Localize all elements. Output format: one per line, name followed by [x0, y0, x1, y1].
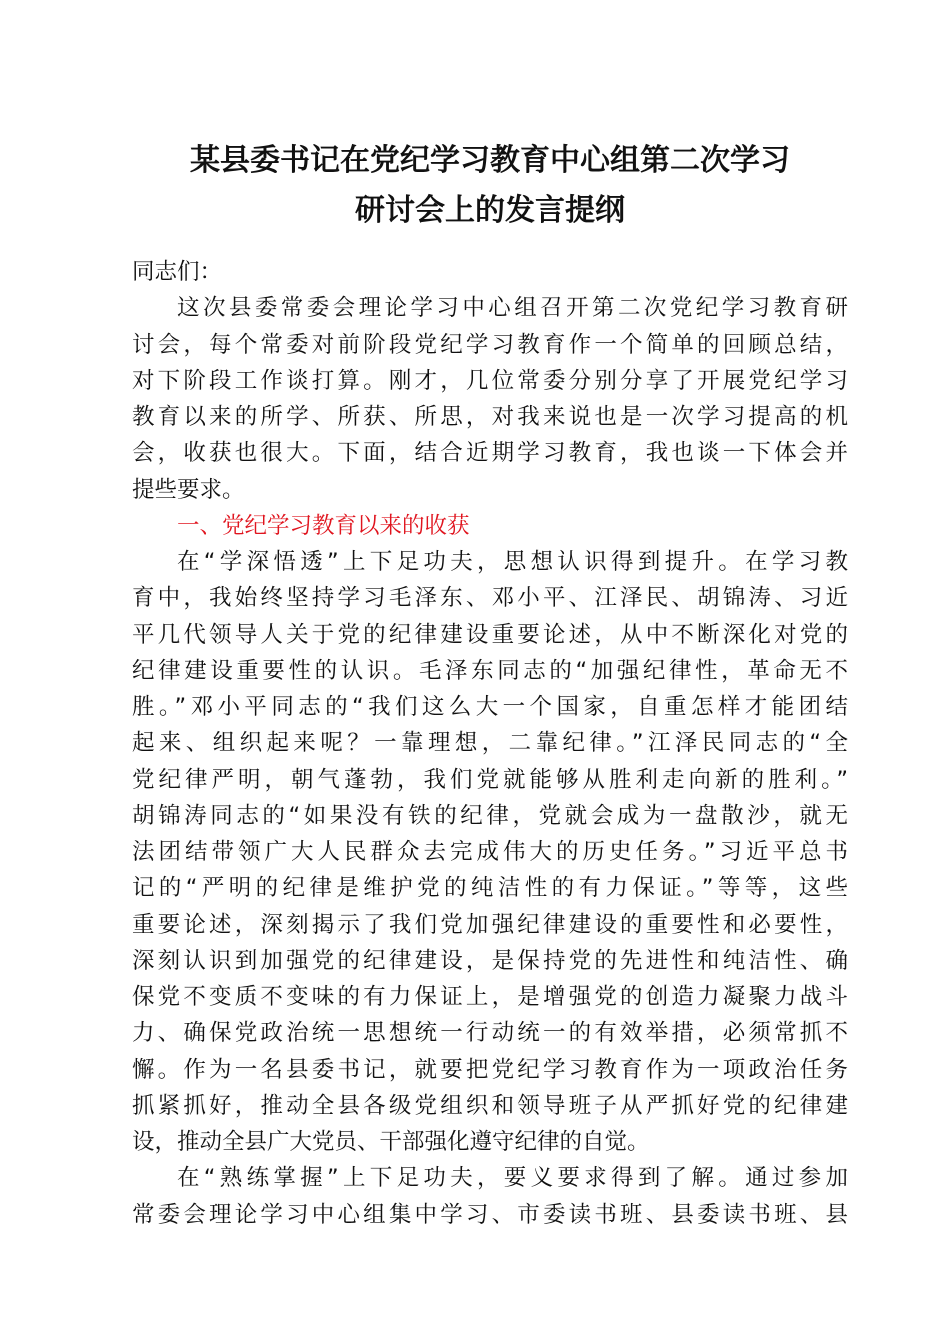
- paragraph-line: 记的“严明的纪律是维护党的纯洁性的有力保证。”等等，这些: [132, 875, 848, 902]
- paragraph-line: 育中，我始终坚持学习毛泽东、邓小平、江泽民、胡锦涛、习近: [132, 585, 848, 612]
- paragraph-line: 设，推动全县广大党员、干部强化遵守纪律的自觉。: [132, 1129, 650, 1155]
- section-heading: 一、党纪学习教育以来的收获: [177, 512, 470, 539]
- paragraph-line: 起来、组织起来呢？一靠理想，二靠纪律。”江泽民同志的“全: [132, 730, 848, 757]
- paragraph-line: 对下阶段工作谈打算。刚才，几位常委分别分享了开展党纪学习: [132, 367, 848, 394]
- paragraph-line: 懈。作为一名县委书记，就要把党纪学习教育作为一项政治任务: [132, 1056, 848, 1083]
- paragraph-line: 会，收获也很大。下面，结合近期学习教育，我也谈一下体会并: [132, 440, 848, 467]
- document-body: [132, 254, 848, 1233]
- paragraph-line: 抓紧抓好，推动全县各级党组织和领导班子从严抓好党的纪律建: [132, 1092, 848, 1119]
- title-line-1: 某县委书记在党纪学习教育中心组第二次学习: [190, 143, 790, 178]
- paragraph-line: 深刻认识到加强党的纪律建设，是保持党的先进性和纯洁性、确: [132, 947, 848, 974]
- paragraph-line: 常委会理论学习中心组集中学习、市委读书班、县委读书班、县: [132, 1201, 848, 1228]
- paragraph-line: 胡锦涛同志的“如果没有铁的纪律，党就会成为一盘散沙，就无: [132, 802, 848, 829]
- paragraph-line: 纪律建设重要性的认识。毛泽东同志的“加强纪律性，革命无不: [132, 657, 848, 684]
- paragraph-line: 法团结带领广大人民群众去完成伟大的历史任务。”习近平总书: [132, 839, 848, 865]
- paragraph-line: 讨会，每个常委对前阶段党纪学习教育作一个简单的回顾总结，: [132, 331, 848, 358]
- paragraph-line: 在“熟练掌握”上下足功夫，要义要求得到了解。通过参加: [177, 1165, 848, 1192]
- paragraph-line: 教育以来的所学、所获、所思，对我来说也是一次学习提高的机: [132, 404, 848, 430]
- paragraph-line: 党纪律严明，朝气蓬勃，我们党就能够从胜利走向新的胜利。”: [132, 766, 848, 793]
- paragraph-line: 在“学深悟透”上下足功夫，思想认识得到提升。在学习教: [177, 549, 848, 575]
- paragraph-line: 重要论述，深刻揭示了我们党加强纪律建设的重要性和必要性，: [132, 911, 848, 938]
- paragraph-line: 平几代领导人关于党的纪律建设重要论述，从中不断深化对党的: [132, 621, 848, 648]
- paragraph-line: 胜。”邓小平同志的“我们这么大一个国家，自重怎样才能团结: [132, 694, 848, 720]
- paragraph-line: 力、确保党政治统一思想统一行动统一的有效举措，必须常抓不: [132, 1020, 848, 1047]
- title-line-2: 研讨会上的发言提纲: [355, 193, 625, 228]
- salutation: 同志们：: [132, 259, 223, 285]
- document-title: [132, 136, 848, 236]
- paragraph-line: 保党不变质不变味的有力保证上，是增强党的创造力凝聚力战斗: [132, 984, 848, 1010]
- paragraph-line: 提些要求。: [132, 476, 245, 503]
- paragraph-line: 这次县委常委会理论学习中心组召开第二次党纪学习教育研: [177, 295, 848, 322]
